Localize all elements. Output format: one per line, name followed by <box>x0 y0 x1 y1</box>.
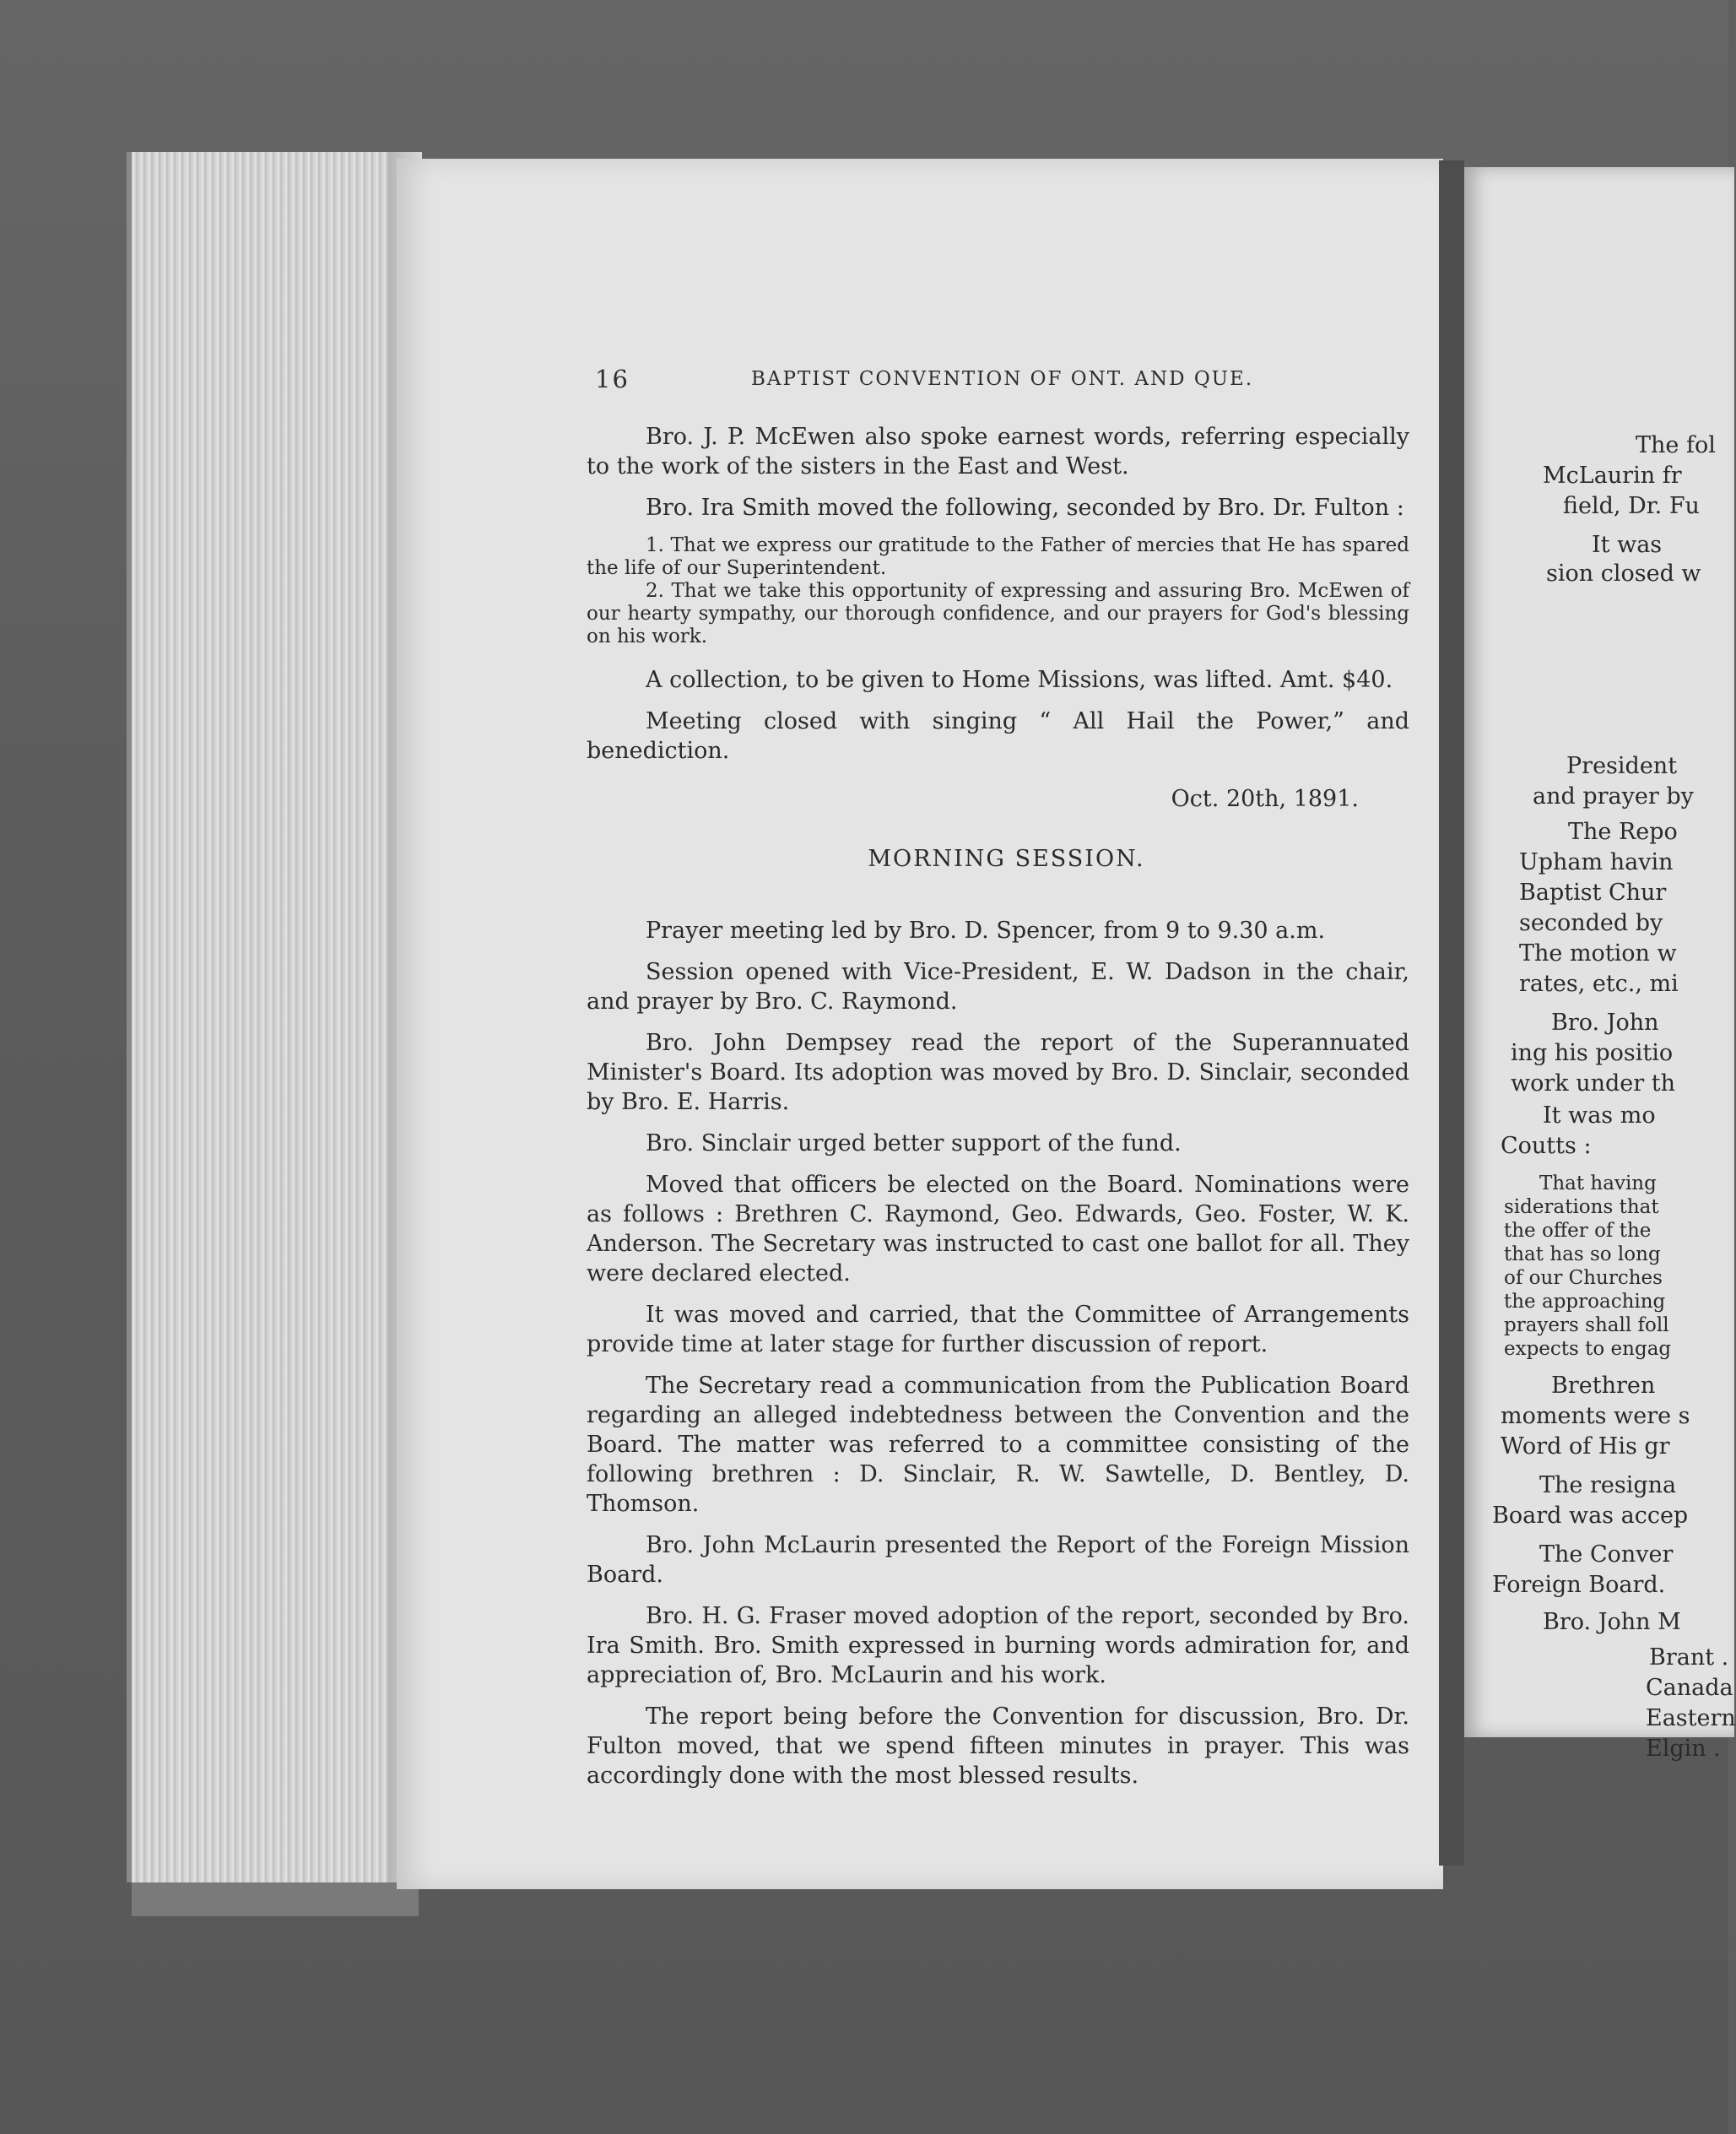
fragment: The Repo <box>1568 819 1678 845</box>
paragraph: Bro. Sinclair urged better support of the fund. <box>646 1130 1182 1156</box>
running-head <box>595 365 1405 395</box>
fragment: sion closed w <box>1546 561 1701 587</box>
resolutions <box>587 534 1409 648</box>
fragment: Bro. John M <box>1543 1609 1681 1635</box>
fragment: Coutts : <box>1501 1133 1592 1159</box>
fragment: and prayer by <box>1533 783 1694 810</box>
fragment: ing his positio <box>1511 1040 1674 1066</box>
paragraph: The Secretary read a communication from the Publication Board regarding an alleged indebtedness between the Convention and the Board. The matter was referred to a committee consisting of the following brethren : D. Sinclair, R. W. Sawtelle, D. Bentley, D. Thomson. <box>587 1373 1409 1517</box>
paragraph: Prayer meeting led by Bro. D. Spencer, from 9 to 9.30 a.m. <box>646 918 1326 944</box>
fragment: field, Dr. Fu <box>1563 493 1700 519</box>
paragraph: Meeting closed with singing “ All Hail the Power,” and benediction. <box>587 708 1409 764</box>
fragment: moments were s <box>1501 1403 1690 1429</box>
fragment: the offer of the <box>1504 1220 1652 1242</box>
right-page-text <box>1492 0 1736 2134</box>
fragment: President <box>1566 753 1678 779</box>
paragraph: Bro. H. G. Fraser moved adoption of the report, seconded by Bro. Ira Smith. Bro. Smith expressed in burning words admiration for, and appreciation of, Bro. McLaurin and his work. <box>587 1603 1409 1688</box>
fragment: prayers shall foll <box>1504 1314 1669 1336</box>
fragment: Baptist Chur <box>1519 880 1667 906</box>
resolution-item: 1. That we express our gratitude to the Father of mercies that He has spared the life of our Superintendent. <box>587 534 1409 579</box>
paragraph: Bro. John McLaurin presented the Report of the Foreign Mission Board. <box>587 1532 1409 1588</box>
fragment: That having <box>1539 1173 1657 1194</box>
paragraph: Bro. Ira Smith moved the following, seconded by Bro. Dr. Fulton : <box>646 495 1404 521</box>
fragment: work under th <box>1511 1070 1675 1097</box>
paragraph: Moved that officers be elected on the Board. Nominations were as follows : Brethren C. Raymond, Geo. Edwards, Geo. Foster, W. K. Anderson. The Secretary was instructed to cast one ballot for all. They were declared elected. <box>587 1172 1409 1286</box>
fragment: The fol <box>1636 432 1716 458</box>
session-heading: MORNING SESSION. <box>868 846 1145 872</box>
fragment: Bro. John <box>1551 1010 1659 1036</box>
session-date: Oct. 20th, 1891. <box>1171 786 1359 812</box>
fragment: McLaurin fr <box>1543 463 1682 489</box>
fragment: The motion w <box>1519 940 1677 967</box>
fragment: seconded by <box>1519 910 1663 936</box>
page-number: 16 <box>595 365 630 393</box>
fragment: Elgin . <box>1646 1736 1721 1762</box>
fragment: expects to engag <box>1504 1338 1672 1360</box>
fragment: of our Churches <box>1504 1267 1663 1289</box>
fragment: Brant . <box>1649 1644 1729 1671</box>
paragraph: Session opened with Vice-President, E. W. Dadson in the chair, and prayer by Bro. C. Raymond. <box>587 959 1409 1015</box>
resolution-item: 2. That we take this opportunity of expressing and assuring Bro. McEwen of our hearty sympathy, our thorough confidence, and our prayers for God's blessing on his work. <box>587 580 1409 647</box>
fragment: Board was accep <box>1492 1503 1689 1529</box>
paragraph: Bro. J. P. McEwen also spoke earnest words, referring especially to the work of the sisters in the East and West. <box>587 424 1409 479</box>
fragment: Brethren <box>1551 1373 1656 1399</box>
fragment: Upham havin <box>1519 849 1674 875</box>
fragment: Eastern <box>1646 1705 1736 1731</box>
fragment: The Conver <box>1539 1541 1674 1568</box>
fragment: Word of His gr <box>1501 1433 1670 1460</box>
fragment: It was <box>1592 532 1663 558</box>
fragment: rates, etc., mi <box>1519 971 1679 997</box>
fragment: It was mo <box>1543 1102 1656 1129</box>
running-head-title: BAPTIST CONVENTION OF ONT. AND QUE. <box>751 368 1254 390</box>
book-gutter <box>1439 160 1464 1866</box>
paragraph: The report being before the Convention for discussion, Bro. Dr. Fulton moved, that we spend fifteen minutes in prayer. This was accordingly done with the most blessed results. <box>587 1703 1409 1789</box>
book-page-edges <box>127 152 419 1882</box>
fragment: Foreign Board. <box>1492 1572 1666 1598</box>
fragment: that has so long <box>1504 1243 1661 1265</box>
paragraph: Bro. John Dempsey read the report of the Superannuated Minister's Board. Its adoption was moved by Bro. D. Sinclair, seconded by Bro. E. Harris. <box>587 1030 1409 1115</box>
fragment: siderations that <box>1504 1196 1659 1218</box>
page-body <box>587 422 1409 1802</box>
paragraph: A collection, to be given to Home Missions, was lifted. Amt. $40. <box>646 667 1393 693</box>
fragment: the approaching <box>1504 1291 1666 1313</box>
paragraph: It was moved and carried, that the Committee of Arrangements provide time at later stage for further discussion of report. <box>587 1302 1409 1357</box>
fragment: The resigna <box>1539 1472 1677 1498</box>
fragment: Canada <box>1646 1675 1733 1701</box>
